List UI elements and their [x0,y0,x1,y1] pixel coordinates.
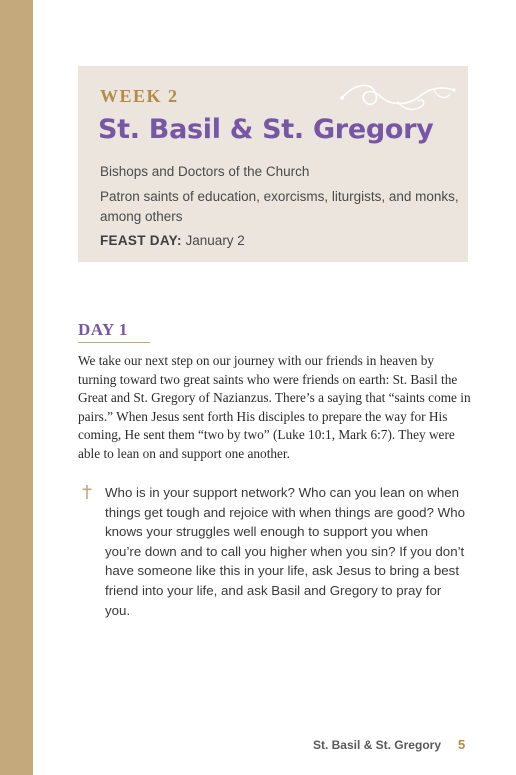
cross-icon [82,485,92,499]
week-label: WEEK 2 [100,86,179,106]
running-footer-title: St. Basil & St. Gregory [312,738,441,752]
page-number: 5 [458,737,466,752]
saint-title: St. Basil & St. Gregory [98,114,434,145]
day-heading-rule [78,342,150,343]
feast-day-line [100,231,245,251]
subtitle-text: Bishops and Doctors of the Church [100,164,310,179]
flourish-icon [338,76,458,116]
feast-day-value: January 2 [185,233,245,248]
day-heading: DAY 1 [78,320,128,339]
reflection-text: Who is in your support network? Who can you lean on when things get tough and rejoice with when things are good? Who knows your struggles well enough to support you when you’re down and to call you higher when you sin? If you don’t have someone like this in your life, ask Jesus to bring a best friend into your life, and ask Basil and Gregory to pray for you. [105,485,465,618]
patronage-text: Patron saints of education, exorcisms, liturgists, and monks, among others [100,189,459,224]
reflection-block [78,483,478,620]
feast-day-label: FEAST DAY: [100,233,182,248]
side-color-bar [0,0,33,775]
day-body-text: We take our next step on our journey with our friends in heaven by turning toward two great saints who were friends on earth: St. Basil the Great and St. Gregory of Nazianzus. There’s a saying that “saints come in pairs.” When Jesus sent forth His disciples to prepare the way for His coming, He sent them “two by two” (Luke 10:1, Mark 6:7). They were able to lean on and support one another. [78,353,471,461]
week-header-box [78,66,468,262]
